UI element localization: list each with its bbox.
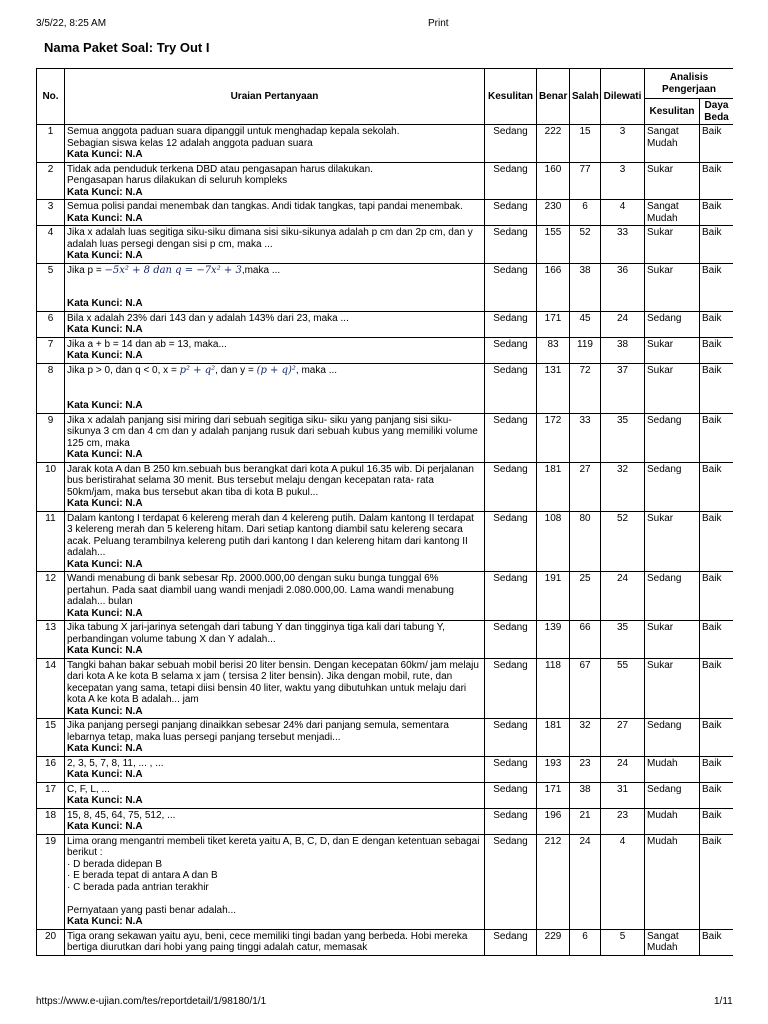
skipped-count: 27	[601, 719, 645, 757]
analysis-difficulty: Sukar	[645, 363, 700, 413]
answer-key-label: Kata Kunci: N.A	[67, 645, 143, 656]
skipped-count: 35	[601, 621, 645, 659]
wrong-count: 27	[570, 462, 601, 511]
discrimination-index: Baik	[700, 413, 734, 462]
analysis-difficulty: Sukar	[645, 263, 700, 311]
difficulty-cell: Sedang	[485, 263, 537, 311]
question-cell	[65, 462, 485, 511]
question-cell	[65, 337, 485, 363]
question-text: Jika a + b = 14 dan ab = 13, maka...	[67, 338, 227, 350]
skipped-count: 3	[601, 162, 645, 200]
difficulty-cell: Sedang	[485, 572, 537, 621]
skipped-count: 52	[601, 511, 645, 572]
correct-count: 193	[537, 756, 570, 782]
skipped-count: 5	[601, 929, 645, 955]
answer-key-label: Kata Kunci: N.A	[67, 498, 143, 509]
analysis-difficulty: Mudah	[645, 756, 700, 782]
skipped-count: 4	[601, 834, 645, 929]
row-number: 20	[37, 929, 65, 955]
skipped-count: 32	[601, 462, 645, 511]
skipped-count: 35	[601, 413, 645, 462]
discrimination-index: Baik	[700, 834, 734, 929]
difficulty-cell: Sedang	[485, 462, 537, 511]
analysis-difficulty: Sukar	[645, 511, 700, 572]
table-row	[37, 125, 734, 163]
question-text: Jika x adalah luas segitiga siku-siku dimana sisi siku-sikunya adalah p cm dan 2p cm, dan y adalah luas persegi dengan sisi p cm, maka ...	[67, 227, 473, 250]
skipped-count: 55	[601, 658, 645, 719]
difficulty-cell: Sedang	[485, 834, 537, 929]
correct-count: 229	[537, 929, 570, 955]
table-row	[37, 263, 734, 311]
row-number: 2	[37, 162, 65, 200]
difficulty-cell: Sedang	[485, 226, 537, 264]
wrong-count: 80	[570, 511, 601, 572]
correct-count: 155	[537, 226, 570, 264]
question-cell	[65, 756, 485, 782]
question-text	[67, 365, 482, 377]
wrong-count: 32	[570, 719, 601, 757]
difficulty-cell: Sedang	[485, 808, 537, 834]
row-number: 12	[37, 572, 65, 621]
analysis-difficulty: Sedang	[645, 782, 700, 808]
analysis-difficulty: Sangat Mudah	[645, 200, 700, 226]
question-text: Jarak kota A dan B 250 km.sebuah bus berangkat dari kota A pukul 16.35 wib. Di perjalanan bus beristirahat selama 30 menit. Bus tersebut melaju dengan kecepatan rata- rata 50km/jam, maka bus tersebut akan tiba di kota B pukul...	[67, 463, 474, 498]
question-cell	[65, 413, 485, 462]
table-row	[37, 756, 734, 782]
skipped-count: 36	[601, 263, 645, 311]
discrimination-index: Baik	[700, 756, 734, 782]
math-expression: p² + q²	[179, 364, 216, 376]
discrimination-index: Baik	[700, 572, 734, 621]
difficulty-cell: Sedang	[485, 413, 537, 462]
table-row	[37, 719, 734, 757]
row-number: 9	[37, 413, 65, 462]
correct-count: 181	[537, 719, 570, 757]
wrong-count: 24	[570, 834, 601, 929]
table-row	[37, 782, 734, 808]
col-header-salah: Salah	[570, 69, 601, 125]
wrong-count: 77	[570, 162, 601, 200]
question-text: Semua anggota paduan suara dipanggil untuk menghadap kepala sekolah. Sebagian siswa kelas 12 adalah anggota paduan suara	[67, 126, 400, 149]
discrimination-index: Baik	[700, 929, 734, 955]
wrong-count: 67	[570, 658, 601, 719]
difficulty-cell: Sedang	[485, 125, 537, 163]
wrong-count: 38	[570, 782, 601, 808]
analysis-difficulty: Sedang	[645, 311, 700, 337]
question-cell	[65, 263, 485, 311]
row-number: 17	[37, 782, 65, 808]
answer-key-label: Kata Kunci: N.A	[67, 400, 143, 411]
question-text-part: , maka ...	[295, 364, 338, 376]
analysis-difficulty: Sukar	[645, 337, 700, 363]
wrong-count: 33	[570, 413, 601, 462]
answer-key-label: Kata Kunci: N.A	[67, 916, 143, 927]
row-number: 5	[37, 263, 65, 311]
question-cell	[65, 162, 485, 200]
question-cell	[65, 621, 485, 659]
question-text: Jika tabung X jari-jarinya setengah dari tabung Y dan tingginya tiga kali dari tabung Y, perbandingan volume tabung X dan Y adalah...	[67, 622, 445, 645]
answer-key-label: Kata Kunci: N.A	[67, 449, 143, 460]
answer-key-label: Kata Kunci: N.A	[67, 250, 143, 261]
table-row	[37, 462, 734, 511]
correct-count: 139	[537, 621, 570, 659]
question-cell	[65, 572, 485, 621]
wrong-count: 21	[570, 808, 601, 834]
col-header-dilewati: Dilewati	[601, 69, 645, 125]
wrong-count: 15	[570, 125, 601, 163]
difficulty-cell: Sedang	[485, 200, 537, 226]
report-table-container	[36, 68, 733, 987]
row-number: 6	[37, 311, 65, 337]
col-header-daya-beda: Daya Beda	[700, 99, 734, 125]
wrong-count: 38	[570, 263, 601, 311]
answer-key-label: Kata Kunci: N.A	[67, 821, 143, 832]
skipped-count: 4	[601, 200, 645, 226]
skipped-count: 3	[601, 125, 645, 163]
correct-count: 181	[537, 462, 570, 511]
table-row	[37, 363, 734, 413]
discrimination-index: Baik	[700, 808, 734, 834]
correct-count: 196	[537, 808, 570, 834]
skipped-count: 31	[601, 782, 645, 808]
spacer	[67, 276, 482, 298]
correct-count: 172	[537, 413, 570, 462]
footer-page-number: 1/11	[714, 996, 733, 1007]
difficulty-cell: Sedang	[485, 162, 537, 200]
answer-key-label: Kata Kunci: N.A	[67, 743, 143, 754]
answer-key-label: Kata Kunci: N.A	[67, 298, 143, 309]
discrimination-index: Baik	[700, 311, 734, 337]
correct-count: 230	[537, 200, 570, 226]
row-number: 18	[37, 808, 65, 834]
question-cell	[65, 929, 485, 955]
question-text: C, F, L, ...	[67, 783, 110, 795]
difficulty-cell: Sedang	[485, 311, 537, 337]
analysis-difficulty: Sedang	[645, 572, 700, 621]
wrong-count: 23	[570, 756, 601, 782]
correct-count: 171	[537, 782, 570, 808]
col-header-analisis: Analisis Pengerjaan	[645, 69, 734, 99]
question-text: Semua polisi pandai menembak dan tangkas. Andi tidak tangkas, tapi pandai menembak.	[67, 201, 463, 212]
skipped-count: 24	[601, 311, 645, 337]
analysis-difficulty: Sedang	[645, 719, 700, 757]
answer-key-label: Kata Kunci: N.A	[67, 186, 143, 198]
question-text: Tidak ada penduduk terkena DBD atau pengasapan harus dilakukan. Pengasapan harus dilakukan di seluruh kompleks	[67, 163, 373, 186]
col-header-uraian: Uraian Pertanyaan	[65, 69, 485, 125]
math-expression: (p + q)²	[256, 364, 296, 376]
wrong-count: 119	[570, 337, 601, 363]
spacer	[67, 376, 482, 400]
answer-key-label: Kata Kunci: N.A	[67, 324, 143, 335]
analysis-difficulty: Sukar	[645, 162, 700, 200]
question-text: Jika panjang persegi panjang dinaikkan sebesar 24% dari panjang semula, sementara lebarnya tetap, maka luas persegi panjang tersebut menjadi...	[67, 720, 449, 743]
analysis-difficulty: Sukar	[645, 621, 700, 659]
discrimination-index: Baik	[700, 125, 734, 163]
analysis-difficulty: Sukar	[645, 658, 700, 719]
col-header-analisis-kesulitan: Kesulitan	[645, 99, 700, 125]
analysis-difficulty: Sangat Mudah	[645, 125, 700, 163]
row-number: 4	[37, 226, 65, 264]
correct-count: 83	[537, 337, 570, 363]
table-row	[37, 311, 734, 337]
table-row	[37, 572, 734, 621]
question-cell	[65, 125, 485, 163]
discrimination-index: Baik	[700, 462, 734, 511]
wrong-count: 72	[570, 363, 601, 413]
analysis-difficulty: Sedang	[645, 462, 700, 511]
question-text	[67, 265, 482, 277]
table-row	[37, 413, 734, 462]
table-body	[37, 125, 734, 956]
page-title: Nama Paket Soal: Try Out I	[44, 40, 210, 55]
question-text: Lima orang mengantri membeli tiket kereta yaitu A, B, C, D, dan E dengan ketentuan sebagai berikut : · D berada didepan B · E berada tepat di antara A dan B · C berada pada antrian terakhir Pernyataan yang pasti benar adalah...	[67, 835, 480, 916]
wrong-count: 25	[570, 572, 601, 621]
table-row	[37, 808, 734, 834]
analysis-difficulty: Mudah	[645, 834, 700, 929]
row-number: 10	[37, 462, 65, 511]
question-cell	[65, 719, 485, 757]
question-text-part: ,maka ...	[241, 264, 281, 276]
skipped-count: 24	[601, 572, 645, 621]
question-cell	[65, 200, 485, 226]
wrong-count: 6	[570, 929, 601, 955]
skipped-count: 33	[601, 226, 645, 264]
question-text: Wandi menabung di bank sebesar Rp. 2000.000,00 dengan suku bunga tunggal 6% pertahun. Pada saat diambil uang wandi menjadi 2.080.000,00. Lama wandi menabung adalah... bulan	[67, 573, 454, 607]
row-number: 11	[37, 511, 65, 572]
discrimination-index: Baik	[700, 511, 734, 572]
row-number: 13	[37, 621, 65, 659]
difficulty-cell: Sedang	[485, 363, 537, 413]
row-number: 14	[37, 658, 65, 719]
discrimination-index: Baik	[700, 263, 734, 311]
question-text: 2, 3, 5, 7, 8, 11, ... , ...	[67, 757, 164, 769]
discrimination-index: Baik	[700, 337, 734, 363]
row-number: 8	[37, 363, 65, 413]
correct-count: 212	[537, 834, 570, 929]
analysis-difficulty: Sangat Mudah	[645, 929, 700, 955]
wrong-count: 66	[570, 621, 601, 659]
skipped-count: 24	[601, 756, 645, 782]
answer-key-label: Kata Kunci: N.A	[67, 607, 143, 619]
table-row	[37, 226, 734, 264]
footer-url: https://www.e-ujian.com/tes/reportdetail/1/98180/1/1	[36, 996, 267, 1007]
question-cell	[65, 658, 485, 719]
table-row	[37, 929, 734, 955]
skipped-count: 37	[601, 363, 645, 413]
math-expression: −5x² + 8 dan q = −7x² + 3	[104, 264, 242, 276]
row-number: 3	[37, 200, 65, 226]
discrimination-index: Baik	[700, 782, 734, 808]
answer-key-label: Kata Kunci: N.A	[67, 558, 143, 570]
discrimination-index: Baik	[700, 226, 734, 264]
question-cell	[65, 226, 485, 264]
question-text-part: Jika p > 0, dan q < 0, x =	[67, 364, 180, 376]
correct-count: 118	[537, 658, 570, 719]
row-number: 7	[37, 337, 65, 363]
question-cell	[65, 782, 485, 808]
question-cell	[65, 363, 485, 413]
correct-count: 222	[537, 125, 570, 163]
col-header-no: No.	[37, 69, 65, 125]
correct-count: 131	[537, 363, 570, 413]
difficulty-cell: Sedang	[485, 782, 537, 808]
question-text: Jika x adalah panjang sisi miring dari sebuah segitiga siku- siku yang panjang sisi siku-sikunya 3 cm dan 4 cm dan y adalah panjang rusuk dari sebuah kubus yang memiliki volume 125 cm, maka	[67, 414, 478, 449]
correct-count: 191	[537, 572, 570, 621]
row-number: 19	[37, 834, 65, 929]
skipped-count: 23	[601, 808, 645, 834]
print-label: Print	[428, 18, 449, 29]
answer-key-label: Kata Kunci: N.A	[67, 212, 143, 224]
difficulty-cell: Sedang	[485, 621, 537, 659]
discrimination-index: Baik	[700, 363, 734, 413]
question-text: Tangki bahan bakar sebuah mobil berisi 20 liter bensin. Dengan kecepatan 60km/ jam melaju dari kota A ke kota B selama x jam ( tersisa 2 liter bensin). Jika dengan mobil, rute, dan kecepatan yang sama, tetapi diisi bensin 40 liter, waktu yang dibutuhkan untuk melaju dari kota A ke kota B adalah... jam	[67, 659, 479, 705]
col-header-benar: Benar	[537, 69, 570, 125]
wrong-count: 45	[570, 311, 601, 337]
question-cell	[65, 834, 485, 929]
question-text: 15, 8, 45, 64, 75, 512, ...	[67, 809, 176, 821]
difficulty-cell: Sedang	[485, 756, 537, 782]
report-table	[36, 68, 733, 956]
answer-key-label: Kata Kunci: N.A	[67, 149, 143, 160]
question-text-part: , dan y =	[215, 364, 257, 376]
answer-key-label: Kata Kunci: N.A	[67, 350, 143, 361]
skipped-count: 38	[601, 337, 645, 363]
difficulty-cell: Sedang	[485, 337, 537, 363]
answer-key-label: Kata Kunci: N.A	[67, 769, 143, 780]
wrong-count: 52	[570, 226, 601, 264]
correct-count: 171	[537, 311, 570, 337]
question-text-part: Jika p =	[67, 264, 105, 276]
discrimination-index: Baik	[700, 719, 734, 757]
difficulty-cell: Sedang	[485, 511, 537, 572]
table-row	[37, 834, 734, 929]
question-cell	[65, 311, 485, 337]
analysis-difficulty: Mudah	[645, 808, 700, 834]
analysis-difficulty: Sedang	[645, 413, 700, 462]
discrimination-index: Baik	[700, 200, 734, 226]
answer-key-label: Kata Kunci: N.A	[67, 705, 143, 717]
question-text: Dalam kantong I terdapat 6 kelereng merah dan 4 kelereng putih. Dalam kantong II terdapat 3 kelereng merah dan 5 kelereng hitam. Dari setiap kantong diambil satu kelereng secara acak. Peluang terambilnya kelereng putih dari kantong I dan kelereng hitam dari kantong II adalah...	[67, 512, 474, 558]
table-row	[37, 621, 734, 659]
row-number: 15	[37, 719, 65, 757]
row-number: 1	[37, 125, 65, 163]
question-text: Tiga orang sekawan yaitu ayu, beni, cece memiliki tingi badan yang berbeda. Hobi mereka bertiga diurutkan dari hobi yang paing tinggi adalah catur, memasak	[67, 930, 468, 953]
correct-count: 166	[537, 263, 570, 311]
analysis-difficulty: Sukar	[645, 226, 700, 264]
question-cell	[65, 808, 485, 834]
row-number: 16	[37, 756, 65, 782]
correct-count: 160	[537, 162, 570, 200]
question-text: Bila x adalah 23% dari 143 dan y adalah 143% dari 23, maka ...	[67, 312, 349, 324]
discrimination-index: Baik	[700, 658, 734, 719]
difficulty-cell: Sedang	[485, 719, 537, 757]
discrimination-index: Baik	[700, 162, 734, 200]
answer-key-label: Kata Kunci: N.A	[67, 795, 143, 806]
table-row	[37, 511, 734, 572]
discrimination-index: Baik	[700, 621, 734, 659]
difficulty-cell: Sedang	[485, 658, 537, 719]
table-row	[37, 337, 734, 363]
table-row	[37, 200, 734, 226]
correct-count: 108	[537, 511, 570, 572]
print-date: 3/5/22, 8:25 AM	[36, 18, 107, 29]
table-row	[37, 658, 734, 719]
col-header-kesulitan: Kesulitan	[485, 69, 537, 125]
wrong-count: 6	[570, 200, 601, 226]
difficulty-cell: Sedang	[485, 929, 537, 955]
table-row	[37, 162, 734, 200]
question-cell	[65, 511, 485, 572]
